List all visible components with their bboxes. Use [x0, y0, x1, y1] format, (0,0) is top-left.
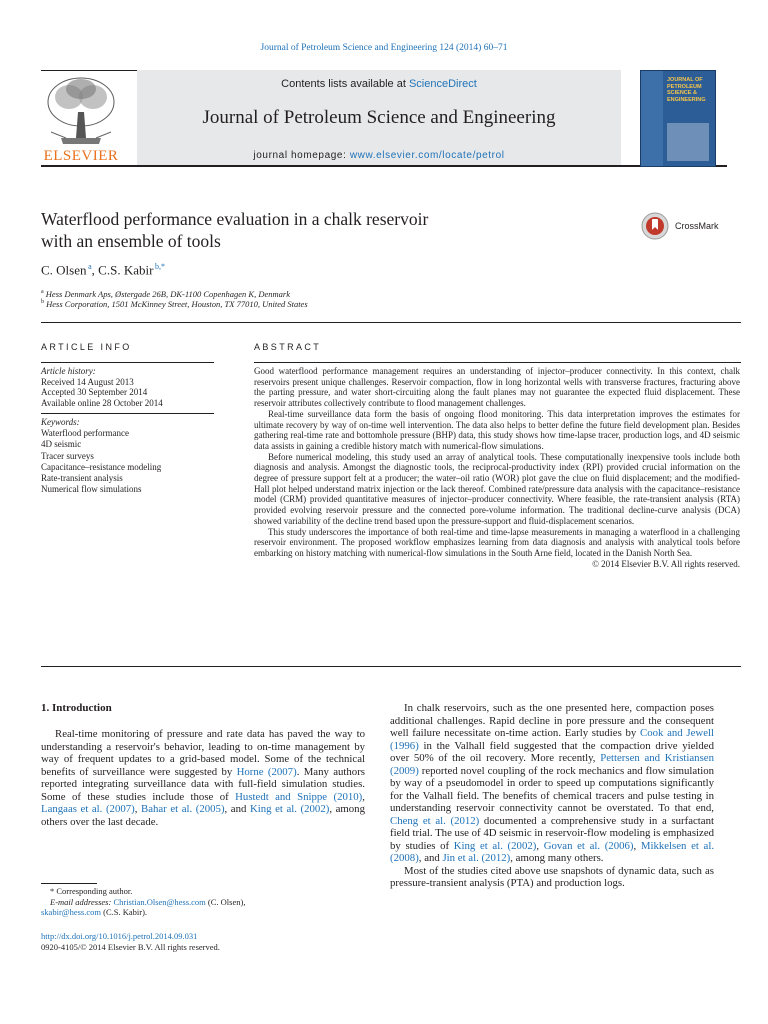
author-kabir-affil[interactable]: b, [155, 262, 162, 271]
body-text: . Many authors reported integrating surveillance data with full-field simulation studies. Some of these studies include those of [41, 765, 365, 803]
cover-strip [641, 71, 663, 166]
ref-cook[interactable]: Cook and Jewell (1996) [390, 727, 714, 752]
abstract-rule [254, 362, 741, 363]
keywords-rule [41, 413, 214, 414]
sciencedirect-link[interactable]: ScienceDirect [408, 78, 477, 90]
keyword-item: Capacitance–resistance modeling [41, 461, 162, 472]
email-label: E-mail addresses: [50, 896, 114, 907]
intro-paragraph-2 [390, 702, 714, 865]
affiliation-b [41, 299, 308, 309]
affil-b-mark: b [41, 299, 44, 306]
body-text: , and [224, 803, 250, 815]
affil-b-text: Hess Corporation, 1501 McKinney Street, Houston, TX 77010, United States [46, 299, 308, 309]
ref-mikkelsen[interactable]: Mikkelsen et al. (2008) [390, 839, 715, 864]
running-head[interactable]: Journal of Petroleum Science and Engineering 124 (2014) 60–71 [260, 43, 508, 53]
keyword-item: Rate-transient analysis [41, 473, 123, 484]
author-olsen-affil[interactable]: a [88, 262, 92, 271]
body-text: , among others over the last decade. [41, 803, 365, 828]
keywords-label: Keywords: [41, 417, 80, 427]
ref-jin[interactable]: Jin et al. (2012) [442, 852, 511, 864]
body-text: reported novel coupling of the rock mechanics and flow simulation by way of a pseudomodel in order to speed up computations significantly for the Valhall field. The benefits of chemical tracers and pulse testing in understanding reservoir connectivity cannot be overstated. To that end, [390, 764, 714, 814]
keyword-item: Waterflood performance [41, 428, 129, 439]
body-text: documented a comprehensive study in a surfactant field trial. The use of 4D seismic in reservoir-flow modeling is emphasized by studies of [390, 814, 715, 852]
keywords-block [41, 417, 216, 495]
body-text: , [536, 839, 544, 852]
email-olsen-link[interactable]: Christian.Olsen@hess.com [113, 896, 206, 907]
author-kabir: C.S. Kabir [98, 262, 154, 278]
author-separator: , [91, 262, 99, 278]
body-text: , among many others. [510, 852, 604, 864]
email-olsen-name: (C. Olsen), [205, 896, 246, 907]
cover-title-text: JOURNAL OF PETROLEUM SCIENCE & ENGINEERING [667, 77, 706, 103]
email-kabir-link[interactable]: skabir@hess.com [41, 907, 101, 917]
author-olsen: C. Olsen [41, 262, 87, 278]
article-title-line-1: Waterflood performance evaluation in a chalk reservoir [41, 209, 429, 229]
ref-king[interactable]: King et al. (2002) [249, 803, 330, 815]
online-date: Available online 28 October 2014 [41, 397, 163, 408]
crossmark-icon [641, 212, 669, 240]
keyword-item: Tracer surveys [41, 450, 94, 461]
abstract-heading: ABSTRACT [254, 342, 322, 352]
abstract-body [254, 366, 740, 569]
elsevier-wordmark: ELSEVIER [43, 148, 119, 164]
journal-cover-thumbnail[interactable] [640, 70, 716, 167]
intro-paragraph-1 [41, 728, 365, 828]
received-date: Received 14 August 2013 [41, 376, 134, 387]
affiliation-a [41, 289, 290, 299]
section-heading-introduction: 1. Introduction [41, 702, 112, 714]
body-text: , [362, 790, 365, 803]
contents-prefix: Contents lists available at [281, 78, 409, 90]
email-kabir-name: (C.S. Kabir). [101, 907, 148, 917]
footnote [41, 886, 371, 918]
affil-a-text: Hess Denmark Aps, Østergade 26B, DK-1100 Copenhagen K, Denmark [45, 289, 290, 299]
body-text: , [633, 839, 641, 852]
corresponding-star[interactable]: * [161, 262, 166, 271]
footnote-rule [41, 883, 97, 884]
issn-line: 0920-4105/© 2014 Elsevier B.V. All rights reserved. [41, 942, 220, 952]
email-line-2 [41, 907, 371, 918]
ref-langaas[interactable]: Langaas et al. (2007) [41, 803, 135, 815]
doi-link[interactable]: http://dx.doi.org/10.1016/j.petrol.2014.09.031 [41, 931, 198, 941]
article-history [41, 366, 216, 408]
ref-hustedt[interactable]: Hustedt and Snippe (2010) [235, 790, 363, 803]
abstract-paragraph-2: Real-time surveillance data form the basis of ongoing flood monitoring. This data interpretation improves the estimates for ultimate recovery by way of on-time well intervention. The data also helps to better define the future field development plan. Besides gathering real-time rate and bottomhole pressure (BHP) data, this study shows how time-lapse tracer, production logs, and 4D seismic data assists in gaining a credible history match with numerical-flow simulations. [254, 408, 740, 451]
ref-bahar[interactable]: Bahar et al. (2005) [141, 803, 225, 815]
crossmark-badge[interactable] [641, 212, 731, 240]
homepage-link[interactable]: www.elsevier.com/locate/petrol [349, 150, 505, 161]
ref-cheng[interactable]: Cheng et al. (2012) [390, 814, 480, 827]
body-text: in the Valhall field suggested that the compaction drive yielded over 50% of the oil recovery. More recently, [390, 739, 714, 764]
article-info-heading: ARTICLE INFO [41, 342, 132, 352]
body-text: , and [418, 852, 443, 864]
homepage-line [137, 150, 621, 161]
abstract-paragraph-3: Before numerical modeling, this study used an array of analytical tools. These computationally inexpensive tools include both diagnosis and analysis. Amongst the diagnostic tools, the reciprocal-productivity index (RPI) provided crucial information on the degree of pressure support felt at a producer; the water–oil ratio (WOR) plot gave the clue on fluid displacement; and the modified-Hall plot helped understand matrix injection or the lack thereof. Combined rate/pressure data analysis with the capacitance–resistance model (CRM) provided quantitative measures of injector–producer connectivity. Where feasible, the rate-transient analysis (RTA) provided evolving reservoir pressure and the connected pore-volume information. The traditional decline-curve analysis (DCA) showed variability of the decline trend based upon the pressure-support and fluid-displacement scenarios. [254, 451, 740, 526]
journal-title: Journal of Petroleum Science and Engineering [202, 107, 556, 128]
cover-image [667, 123, 709, 161]
keyword-item: Numerical flow simulations [41, 484, 142, 495]
contents-line [137, 78, 621, 90]
left-column [41, 728, 365, 828]
abstract-copyright: © 2014 Elsevier B.V. All rights reserved. [592, 558, 740, 569]
history-label: Article history: [41, 366, 96, 376]
abstract-paragraph-4: This study underscores the importance of both real-time and time-lapse measurements in managing a waterflood in a challenging reservoir environment. The proposed workflow emphasizes learning from data diagnosis and analysis with analytical tools before embarking on history matching with numerical-flow simulations in the South Arne field, located in the Danish North Sea. [254, 526, 740, 558]
email-line [41, 897, 371, 908]
right-column [390, 702, 714, 890]
banner-bottom-rule [41, 165, 727, 167]
corresponding-author-note: * Corresponding author. [50, 886, 133, 896]
body-text: Real-time monitoring of pressure and rate data has paved the way to understanding a reservoir's behavior, leading to on-time management by way of frequent updates to a grid-based model. Some of the technical benefits of surveillance were suggested by [41, 728, 365, 778]
author-line [41, 262, 165, 278]
abstract-paragraph-1: Good waterflood performance management requires an understanding of injector–producer connectivity. In this context, chalk reservoirs present unique challenges. Reservoir compaction, flow in long horizontal wells with transverse fractures, fracturing above the parting pressure, and water short-circuiting along the fault planes may not guarantee the expected fluid displacement. These reservoir attributes collectively contribute to flood management challenges. [254, 366, 740, 409]
article-title-line-2: with an ensemble of tools [41, 231, 221, 251]
ref-king[interactable]: King et al. (2002) [453, 839, 537, 852]
article-info-rule [41, 362, 214, 363]
divider-rule [41, 666, 741, 667]
affil-a-mark: a [41, 289, 44, 296]
homepage-prefix: journal homepage: [253, 150, 350, 161]
article-title [41, 208, 601, 252]
ref-pettersen[interactable]: Pettersen and Kristiansen (2009) [390, 752, 714, 777]
intro-paragraph-3: Most of the studies cited above use snapshots of dynamic data, such as pressure-transient analysis (PTA) and production logs. [390, 864, 714, 889]
divider-rule [41, 322, 741, 323]
body-text: In chalk reservoirs, such as the one presented here, compaction poses additional challenges. Rapid decline in pore pressure and the consequent well failure necessitate on-time action. Early studies by [390, 702, 714, 739]
body-text: , [134, 803, 141, 815]
crossmark-label: CrossMark [675, 221, 719, 231]
keyword-item: 4D seismic [41, 439, 82, 450]
ref-govan[interactable]: Govan et al. (2006) [543, 839, 634, 852]
ref-horne[interactable]: Horne (2007) [236, 765, 297, 778]
accepted-date: Accepted 30 September 2014 [41, 387, 148, 397]
